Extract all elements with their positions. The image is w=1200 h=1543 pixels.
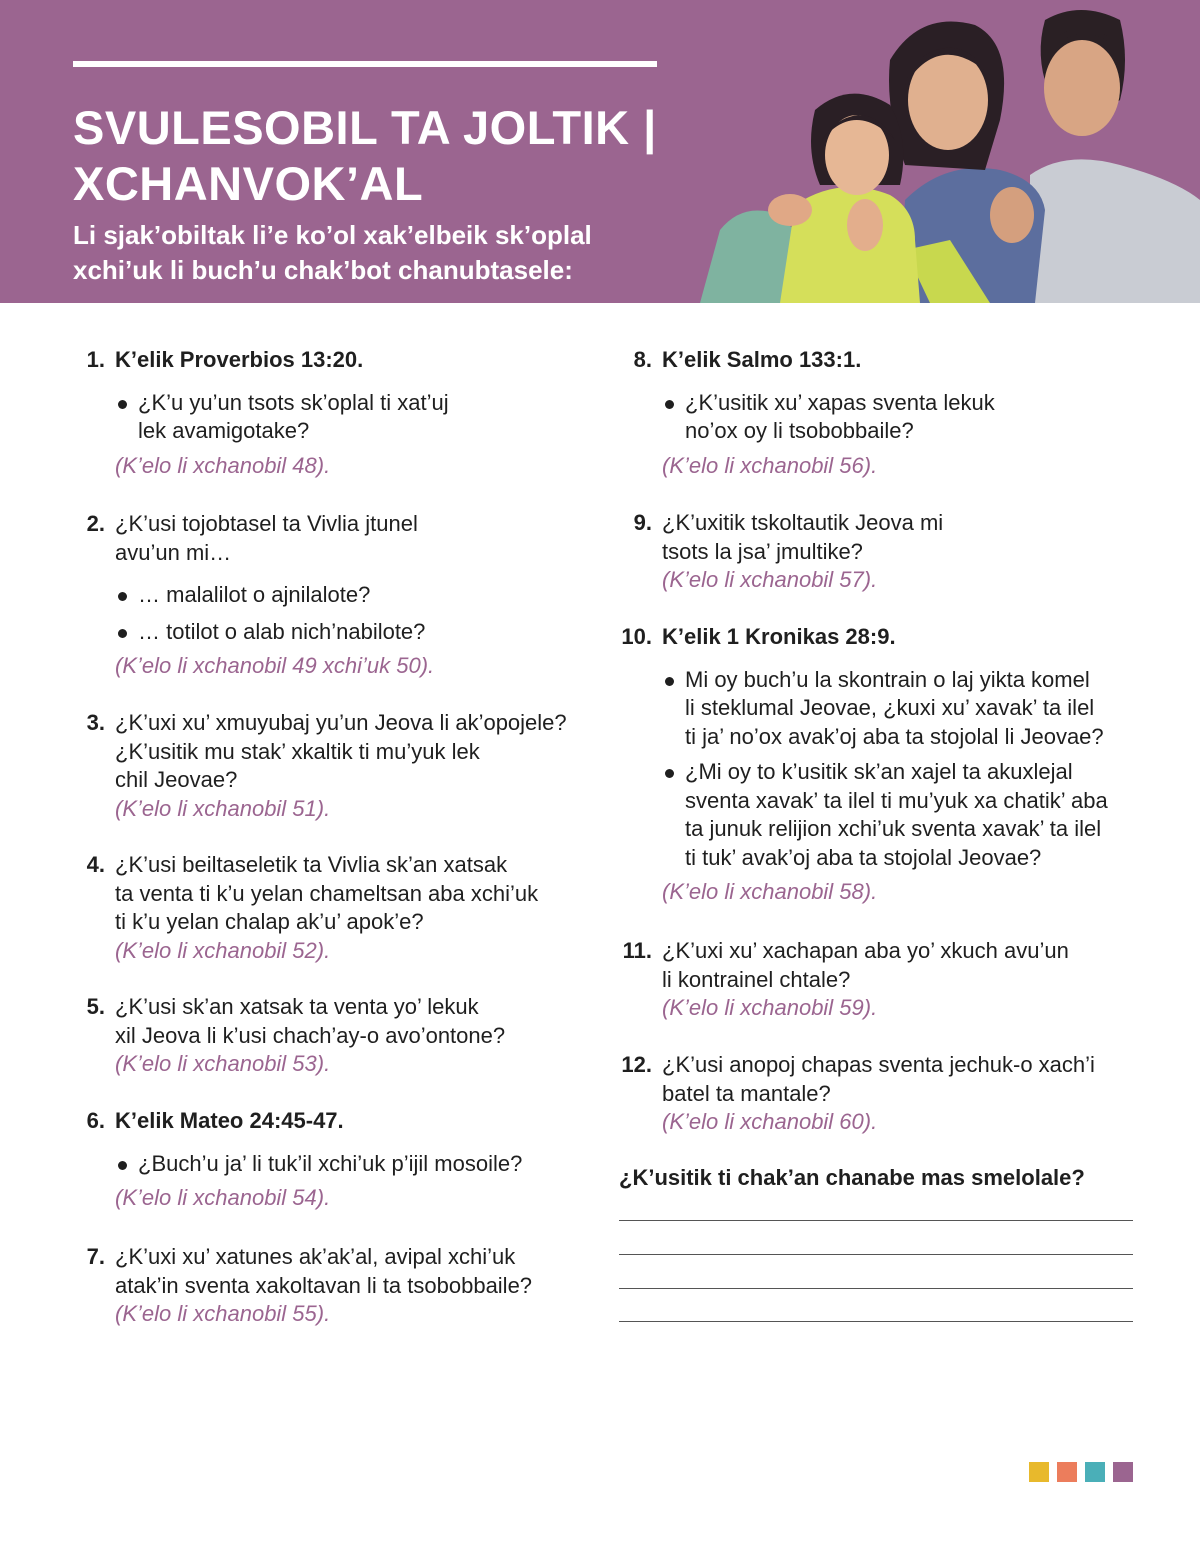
bullet-line: … malalilot o ajnilalote?: [138, 582, 371, 607]
question-number: 9.: [633, 510, 652, 535]
question-line: ¿K’usi beiltaseletik ta Vivlia sk’an xatsak: [115, 852, 508, 877]
lesson-reference: (K’elo li xchanobil 55).: [115, 1301, 331, 1326]
bullet-line: lek avamigotake?: [138, 418, 310, 443]
bullet-line: ta junuk relijion xchi’uk sventa xavak’ ta ilel: [685, 816, 1102, 841]
lesson-reference: (K’elo li xchanobil 49 xchi’uk 50).: [115, 653, 435, 678]
bullet-point: [115, 618, 434, 647]
question-number: 1.: [86, 347, 105, 372]
question-item-9: [620, 509, 943, 595]
subtitle-line-2: xchi’uk li buch’u chak’bot chanubtasele:: [73, 255, 573, 285]
lesson-reference: (K’elo li xchanobil 54).: [115, 1185, 331, 1210]
question-item-5: [73, 993, 505, 1079]
question-number: 4.: [86, 852, 105, 877]
title-line-1: SVULESOBIL TA JOLTIK |: [73, 101, 657, 154]
lesson-reference: (K’elo li xchanobil 58).: [662, 879, 878, 904]
question-text: [115, 993, 505, 1050]
answer-line[interactable]: [619, 1220, 1133, 1221]
decorative-square-orange: [1057, 1462, 1077, 1482]
question-text: [115, 851, 538, 937]
header-banner: [0, 0, 1200, 303]
lesson-reference: (K’elo li xchanobil 52).: [115, 937, 331, 963]
question-text: [662, 1051, 1095, 1108]
question-line: ta venta ti k’u yelan chameltsan aba xchi’uk: [115, 880, 539, 906]
question-line: tsots la jsa’ jmultike?: [662, 538, 863, 564]
lesson-reference: (K’elo li xchanobil 51).: [115, 795, 331, 821]
question-text: [115, 709, 567, 795]
question-line: ¿K’usi sk’an xatsak ta venta yo’ lekuk: [115, 994, 479, 1019]
scripture-reference: K’elik Salmo 133:1.: [662, 347, 862, 372]
question-item-2: [73, 510, 434, 681]
bullet-line: ¿Buch’u ja’ li tuk’il xchi’uk p’ijil mosoile?: [138, 1150, 523, 1176]
question-text: [662, 937, 1069, 994]
question-number: 5.: [86, 994, 105, 1019]
page-title: [73, 100, 713, 212]
answer-line[interactable]: [619, 1288, 1133, 1289]
question-item-12: [620, 1051, 1095, 1137]
lesson-reference: (K’elo li xchanobil 53).: [115, 1051, 331, 1076]
question-number: 8.: [633, 347, 652, 372]
bullet-line: ti tuk’ avak’oj aba ta stojolal Jeovae?: [685, 844, 1042, 870]
bullet-line: … totilot o alab nich’nabilote?: [138, 618, 426, 644]
closing-question: ¿K’usitik ti chak’an chanabe mas smelolale?: [619, 1165, 1085, 1190]
bullet-line: ti ja’ no’ox avak’oj aba ta stojolal li Jeovae?: [685, 723, 1104, 749]
question-line: batel ta mantale?: [662, 1080, 831, 1106]
lesson-reference: (K’elo li xchanobil 60).: [662, 1109, 878, 1134]
bullet-point: [662, 758, 1108, 872]
question-text: [115, 510, 434, 567]
question-number: 6.: [86, 1108, 105, 1133]
question-item-1: [73, 346, 449, 480]
question-text: [115, 1243, 532, 1300]
lesson-reference: (K’elo li xchanobil 48).: [115, 452, 331, 478]
bullet-point: [662, 389, 995, 446]
decorative-square-violet: [1113, 1462, 1133, 1482]
lesson-reference: (K’elo li xchanobil 57).: [662, 567, 878, 592]
question-item-11: [620, 937, 1069, 1023]
question-line: ¿K’usi tojobtasel ta Vivlia jtunel: [115, 511, 418, 536]
bullet-line: ¿Mi oy to k’usitik sk’an xajel ta akuxlejal: [685, 759, 1073, 784]
question-item-4: [73, 851, 538, 965]
decorative-square-teal: [1085, 1462, 1105, 1482]
bullet-line: li steklumal Jeovae, ¿kuxi xu’ xavak’ ta ilel: [685, 695, 1095, 720]
question-number: 7.: [86, 1244, 105, 1269]
question-line: ¿K’uxi xu’ xatunes ak’ak’al, avipal xchi’uk: [115, 1244, 516, 1269]
scripture-reference: K’elik Proverbios 13:20.: [115, 347, 364, 372]
question-line: ¿K’uxi xu’ xmuyubaj yu’un Jeova li ak’opojele?: [115, 710, 567, 735]
question-line: ¿K’usi anopoj chapas sventa jechuk-o xach’i: [662, 1052, 1095, 1077]
answer-line[interactable]: [619, 1254, 1133, 1255]
subtitle-line-1: Li sjak’obiltak li’e ko’ol xak’elbeik sk’oplal: [73, 220, 592, 250]
question-line: ¿K’usitik mu stak’ xkaltik ti mu’yuk lek: [115, 738, 480, 764]
question-number: 10.: [621, 624, 652, 649]
decorative-square-yellow: [1029, 1462, 1049, 1482]
question-item-6: [73, 1107, 522, 1213]
question-item-10: [620, 623, 1108, 907]
question-item-7: [73, 1243, 532, 1329]
question-number: 12.: [621, 1052, 652, 1077]
answer-line[interactable]: [619, 1321, 1133, 1322]
question-line: ti k’u yelan chalap ak’u’ apok’e?: [115, 909, 424, 934]
question-line: ¿K’uxitik tskoltautik Jeova mi: [662, 510, 944, 535]
bullet-line: Mi oy buch’u la skontrain o laj yikta komel: [685, 666, 1090, 692]
question-text: [662, 509, 943, 566]
header-rule: [73, 61, 657, 67]
page-subtitle: [73, 218, 673, 288]
question-item-3: [73, 709, 567, 823]
question-number: 11.: [622, 938, 652, 963]
family-praying-illustration: [700, 0, 1200, 303]
lesson-reference: (K’elo li xchanobil 59).: [662, 995, 878, 1020]
bullet-point: [115, 581, 434, 610]
bullet-point: [115, 1150, 522, 1179]
question-line: li kontrainel chtale?: [662, 966, 851, 992]
bullet-line: sventa xavak’ ta ilel ti mu’yuk xa chatik’ aba: [685, 787, 1108, 813]
question-line: atak’in sventa xakoltavan li ta tsobobbaile?: [115, 1272, 533, 1298]
question-line: avu’un mi…: [115, 539, 232, 565]
title-line-2: XCHANVOK’AL: [73, 157, 424, 210]
lesson-reference: (K’elo li xchanobil 56).: [662, 452, 878, 478]
question-item-8: [620, 346, 995, 480]
question-line: chil Jeovae?: [115, 767, 238, 792]
scripture-reference: K’elik 1 Kronikas 28:9.: [662, 624, 896, 649]
bullet-line: no’ox oy li tsobobbaile?: [685, 418, 914, 443]
question-line: xil Jeova li k’usi chach’ay-o avo’ontone?: [115, 1022, 506, 1048]
bullet-line: ¿K’u yu’un tsots sk’oplal ti xat’uj: [138, 389, 449, 415]
question-line: ¿K’uxi xu’ xachapan aba yo’ xkuch avu’un: [662, 938, 1069, 963]
bullet-point: [115, 389, 449, 446]
scripture-reference: K’elik Mateo 24:45-47.: [115, 1108, 344, 1133]
bullet-line: ¿K’usitik xu’ xapas sventa lekuk: [685, 389, 995, 415]
bullet-point: [662, 666, 1108, 752]
question-number: 2.: [86, 511, 105, 536]
question-number: 3.: [86, 710, 105, 735]
